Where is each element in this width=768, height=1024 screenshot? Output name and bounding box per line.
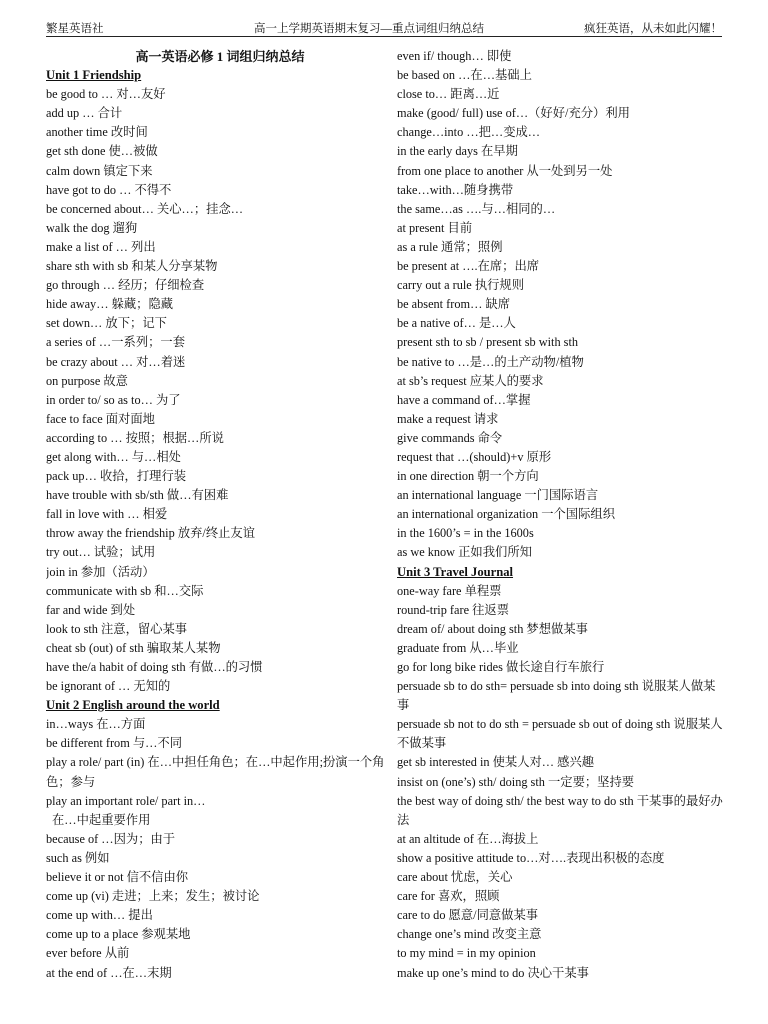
phrase-entry: have the/a habit of doing sth 有做…的习惯: [46, 660, 263, 674]
phrase-entry: communicate with sb 和…交际: [46, 583, 204, 598]
phrase-entry: as a rule 通常；照例: [397, 239, 503, 254]
phrase-entry: cheat sb (out) of sth 骗取某人某物: [46, 640, 221, 655]
phrase-entry: be based on …在…基础上: [397, 68, 532, 83]
phrase-entry: care for 喜欢，照顾: [397, 889, 500, 904]
phrase-entry: in one direction 朝一个方向: [397, 469, 539, 484]
phrase-entry: come up (vi) 走进；上来；发生；被讨论: [46, 889, 260, 904]
phrase-entry: in…ways 在…方面: [46, 717, 146, 732]
phrase-entry: be a native of… 是…人: [397, 316, 516, 331]
phrase-entry: set down… 放下；记下: [46, 316, 167, 331]
phrase-entry: take…with…随身携带: [397, 182, 514, 197]
phrase-entry: ever before 从前: [46, 946, 130, 961]
phrase-entry: be native to …是…的土产动物/植物: [397, 354, 584, 369]
phrase-entry: be present at ….在席；出席: [397, 259, 540, 274]
header-left-text: 繁星英语社: [46, 23, 104, 35]
phrase-entry: come up to a place 参观某地: [46, 927, 191, 942]
phrase-entry: as we know 正如我们所知: [397, 545, 532, 560]
phrase-entry: in the early days 在早期: [397, 144, 518, 159]
header-center-text: 高一上学期英语期末复习—重点词组归纳总结: [254, 23, 484, 35]
unit-heading: Unit 2 English around the world: [46, 698, 220, 713]
phrase-entry: walk the dog 遛狗: [46, 220, 138, 235]
phrase-entry: be crazy about … 对…着迷: [46, 354, 186, 369]
phrase-entry: round-trip fare 往返票: [397, 602, 510, 617]
phrase-entry: such as 例如: [46, 850, 110, 865]
phrase-entry: have got to do … 不得不: [46, 182, 172, 197]
phrase-entry: according to … 按照；根据…所说: [46, 430, 224, 445]
phrase-entry: look to sth 注意，留心某事: [46, 621, 188, 636]
phrase-entry: change one’s mind 改变主意: [397, 927, 542, 942]
phrase-entry: at present 目前: [397, 220, 473, 235]
phrase-entry: to my mind = in my opinion: [397, 946, 536, 961]
phrase-entry: make up one’s mind to do 决心干某事: [397, 965, 589, 980]
phrase-entry: hide away… 躲藏；隐藏: [46, 297, 174, 312]
phrase-entry: get along with… 与…相处: [46, 449, 181, 464]
phrase-entry: throw away the friendship 放弃/终止友谊: [46, 526, 256, 541]
phrase-entry: go through … 经历；仔细检查: [46, 278, 205, 293]
phrase-entry: be concerned about… 关心…；挂念…: [46, 201, 244, 216]
phrase-entry: show a positive attitude to…对….表现出积极的态度: [397, 850, 665, 865]
phrase-entry: in the 1600’s = in the 1600s: [397, 526, 534, 541]
phrase-entry: even if/ though… 即使: [397, 49, 512, 63]
phrase-entry: play an important role/ part in…: [46, 793, 206, 808]
right-column: [397, 47, 727, 983]
phrase-entry: dream of/ about doing sth 梦想做某事: [397, 621, 588, 636]
phrase-entry: be different from 与…不同: [46, 736, 183, 751]
phrase-entry: go for long bike rides 做长途自行车旅行: [397, 660, 605, 674]
phrase-entry: try out… 试验；试用: [46, 545, 156, 560]
phrase-entry: the same…as ….与…相同的…: [397, 201, 556, 216]
phrase-entry: persuade sb to do sth= persuade sb into doing sth 说服某人做某事: [397, 679, 716, 713]
phrase-entry: care to do 愿意/同意做某事: [397, 908, 539, 923]
phrase-entry: pack up… 收拾，打理行装: [46, 469, 187, 484]
phrase-entry: join in 参加（活动）: [46, 564, 155, 579]
phrase-entry: make (good/ full) use of…（好好/充分）利用: [397, 106, 630, 121]
left-column: [46, 47, 386, 983]
phrase-entry: make a request 请求: [397, 411, 499, 426]
unit-heading: Unit 3 Travel Journal: [397, 564, 514, 579]
phrase-entry: change…into …把…变成…: [397, 125, 541, 140]
phrase-entry: graduate from 从…毕业: [397, 640, 519, 655]
phrase-entry: get sth done 使…被做: [46, 144, 158, 159]
phrase-entry: an international language 一门国际语言: [397, 488, 599, 503]
unit-heading: Unit 1 Friendship: [46, 68, 142, 83]
phrase-entry: an international organization 一个国际组织: [397, 507, 615, 522]
phrase-entry: be good to … 对…友好: [46, 87, 166, 102]
page-header: [46, 18, 722, 37]
phrase-entry: be absent from… 缺席: [397, 297, 511, 312]
phrase-entry: add up … 合计: [46, 106, 123, 121]
phrase-entry: at the end of …在…末期: [46, 965, 172, 980]
document-title: 高一英语必修 1 词组归纳总结: [135, 49, 305, 64]
phrase-entry: face to face 面对面地: [46, 411, 155, 426]
phrase-entry: at an altitude of 在…海拔上: [397, 831, 539, 846]
phrase-entry: one-way fare 单程票: [397, 583, 502, 598]
phrase-entry: the best way of doing sth/ the best way to do sth 干某事的最好办法: [397, 793, 723, 827]
phrase-entry: make a list of … 列出: [46, 239, 156, 254]
phrase-entry: on purpose 故意: [46, 373, 128, 388]
phrase-entry: persuade sb not to do sth = persuade sb out of doing sth 说服某人不做某事: [397, 717, 723, 751]
phrase-entry: a series of …一系列；一套: [46, 335, 186, 350]
phrase-entry: request that …(should)+v 原形: [397, 449, 552, 464]
phrase-entry: insist on (one’s) sth/ doing sth 一定要；坚持要: [397, 774, 635, 789]
phrase-entry: in order to/ so as to… 为了: [46, 392, 181, 407]
phrase-entry: come up with… 提出: [46, 908, 153, 923]
phrase-entry: at sb’s request 应某人的要求: [397, 373, 544, 388]
phrase-entry: share sth with sb 和某人分享某物: [46, 259, 218, 274]
phrase-entry: get sb interested in 使某人对… 感兴趣: [397, 755, 595, 770]
phrase-entry: another time 改时间: [46, 125, 148, 140]
phrase-entry: be ignorant of … 无知的: [46, 679, 171, 694]
phrase-entry: close to… 距离…近: [397, 87, 500, 102]
phrase-entry: because of …因为；由于: [46, 831, 176, 846]
phrase-entry: care about 忧虑，关心: [397, 870, 513, 885]
phrase-entry: believe it or not 信不信由你: [46, 870, 189, 885]
phrase-entry: give commands 命令: [397, 430, 503, 445]
phrase-entry-continuation: 在…中起重要作用: [52, 812, 151, 827]
phrase-entry: calm down 镇定下来: [46, 163, 153, 178]
phrase-entry: from one place to another 从一处到另一处: [397, 163, 613, 178]
header-right-text: 疯狂英语，从未如此闪耀！: [584, 23, 722, 35]
phrase-entry: carry out a rule 执行规则: [397, 278, 525, 293]
phrase-entry: have trouble with sb/sth 做…有困难: [46, 488, 229, 503]
phrase-entry: fall in love with … 相爱: [46, 507, 168, 522]
phrase-entry: have a command of…掌握: [397, 392, 531, 407]
phrase-entry: far and wide 到处: [46, 602, 136, 617]
phrase-entry: play a role/ part (in) 在…中担任角色；在…中起作用;扮演一个角色；参与: [46, 755, 385, 789]
phrase-entry: present sth to sb / present sb with sth: [397, 335, 579, 350]
